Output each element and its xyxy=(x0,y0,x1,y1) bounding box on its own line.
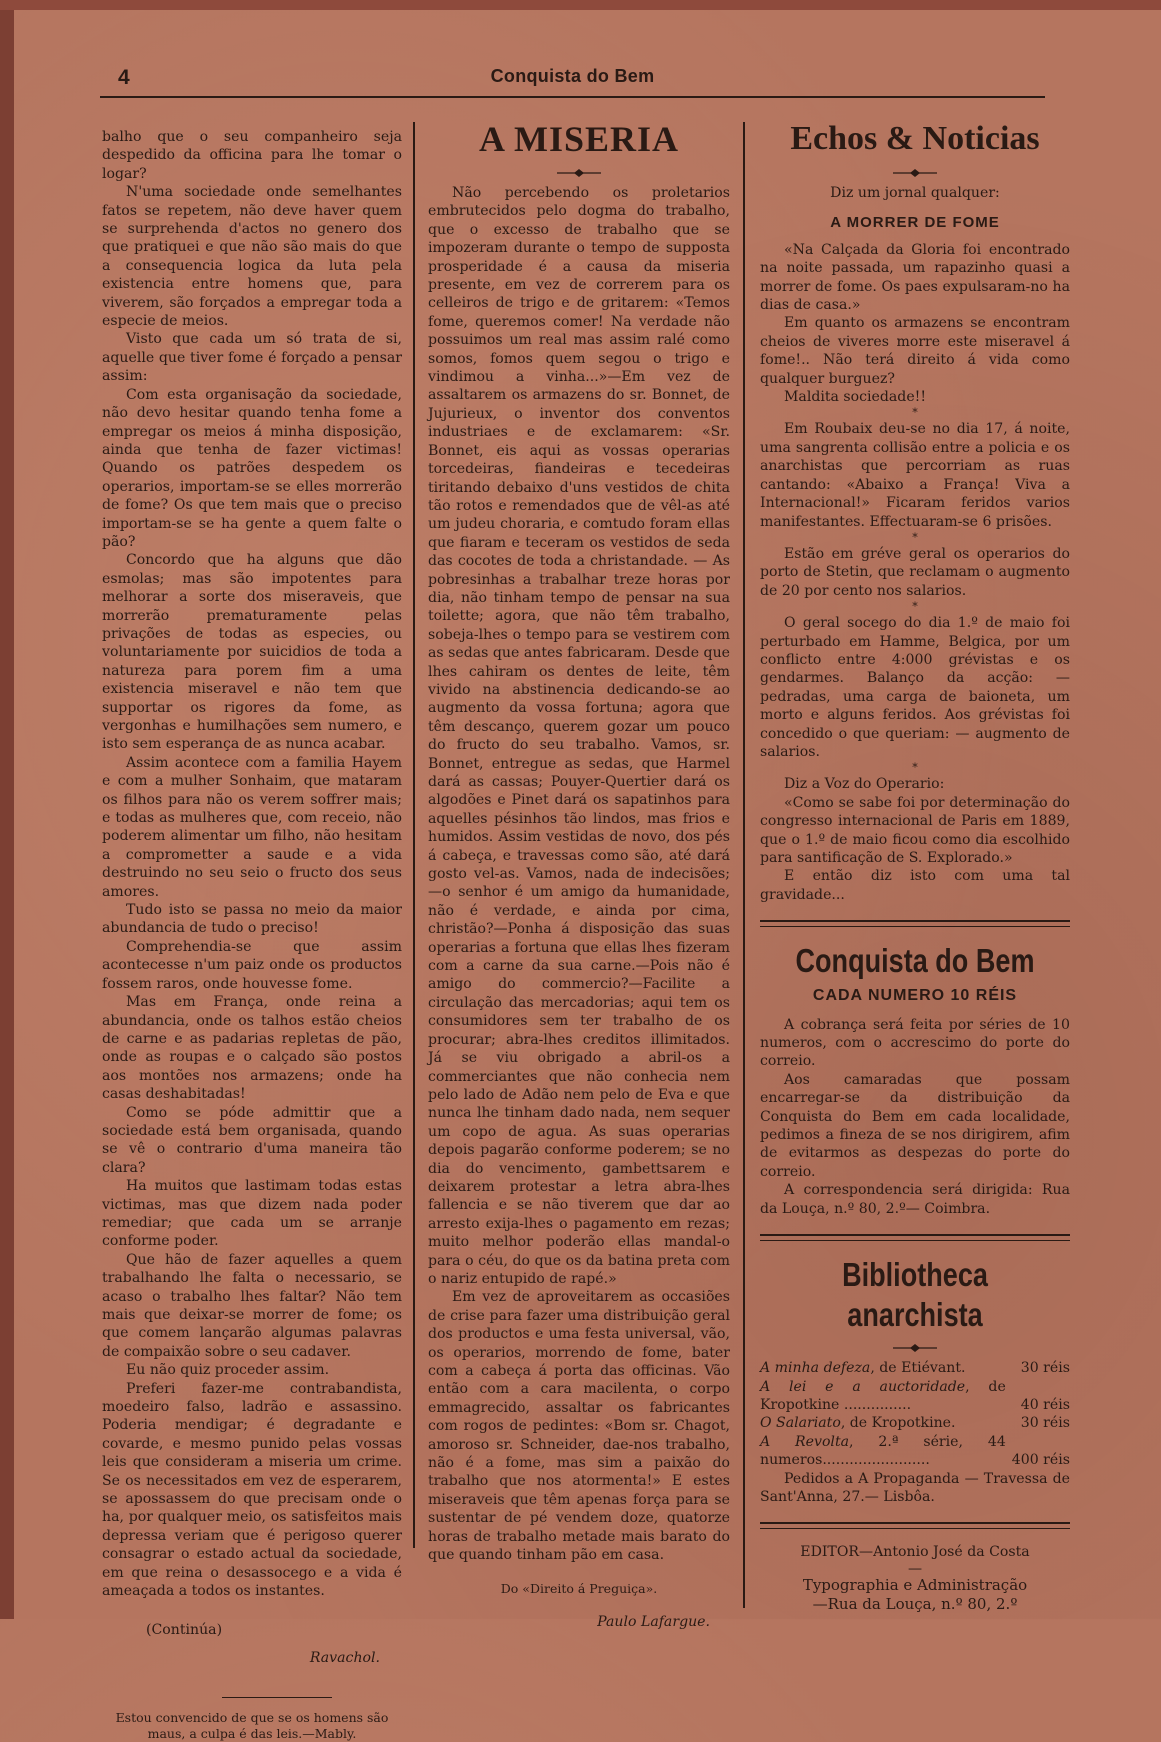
orders-note: Pedidos a A Propaganda — Travessa de Sant'Anna, 27.— Lisbôa. xyxy=(760,1470,1070,1505)
paragraph: Assim acontece com a familia Hayem e com a mulher Sonhaim, que mataram os filhos para não os verem soffrer mais; e todas as mulheres que, com receio, não poderem alimentar um filho, não hesitam a comprometter a saude e a vida destruindo no seu seio o fructo dos seus amores. xyxy=(102,754,402,900)
paragraph: Concordo que ha alguns que dão esmolas; mas são impotentes para melhorar a sorte dos miseraveis, que morrerão prematuramente pelas privações de todas as especies, ou voluntariamente por suicidios de toda a natureza para porem fim a uma existencia miseravel e não tem que supportar os rigores da fome, as vergonhas e humilhações sem numero, e isto sem esperança de as nunca acabar. xyxy=(102,552,402,753)
book-author: , de Etiévant. xyxy=(870,1360,966,1377)
news-item: Em Roubaix deu-se no dia 17, á noite, uma sangrenta collisão entre a policia e os anarchistas que percorriam as ruas cantando: «Abaixo a França! Viva a Internacional!» Ficaram feridos varios manifestantes. Effectuaram-se 6 prisões. xyxy=(760,421,1070,530)
paragraph: Como se póde admittir que a sociedade está bem organisada, quando se vê o contrario d'uma maneira tão clara? xyxy=(102,1104,402,1176)
ad-price: CADA NUMERO 10 RÉIS xyxy=(812,987,1018,1005)
paragraph: Em vez de aproveitarem as occasiões de crise para fazer uma distribuição geral dos productos e uma festa universal, vão, os operarios, morrendo de fome, bater com a cabeça á porta das officinas. Vão então com a cara macilenta, o corpo emmagrecido, assaltar os fabricantes com rogos de pedintes: «Bom sr. Chagot, amoroso sr. Schneider, dae-nos trabalho, não é a fome, mas sim a paixão do trabalho que nos atormenta!» E estes miseraveis que têm apenas força para se sustentar de pé vendem doze, quatorze horas de trabalho metade mais barato do que quando tinham pão em casa. xyxy=(428,1289,730,1564)
book-price: 400 réis xyxy=(1011,1452,1070,1469)
ad-paragraph: A correspondencia será dirigida: Rua da Louça, n.º 80, 2.º— Coimbra. xyxy=(760,1182,1070,1217)
book-price: 30 réis xyxy=(1020,1360,1070,1377)
ad-paragraph: A cobrança será feita por séries de 10 numeros, com o accrescimo do porte do correio. xyxy=(760,1016,1070,1070)
intro-line: Diz um jornal qualquer: xyxy=(830,185,1000,201)
article-title-miseria: A MISERIA xyxy=(478,119,680,159)
news-item: «Como se sabe foi por determinação do congresso internacional de Paris em 1889, que o 1.º de maio ficou como dia escolhido para santificação de S. Explorado.» xyxy=(760,794,1070,866)
paragraph: balho que o seu companheiro seja despedido da officina para lhe tomar o logar? xyxy=(102,129,402,182)
page-header xyxy=(100,62,1045,96)
quote-mably: Estou convencido de que se os homens são maus, a culpa é das leis.—Mably. xyxy=(115,1710,389,1742)
section-rule xyxy=(760,926,1070,927)
paragraph: Que hão de fazer aquelles a quem trabalhando lhe falta o necessario, se acaso o trabalho lhes faltar? Não tem mais que deixar-se morrer de fome; os que comem lançarão algumas palavras de compaixão sobre o seu cadaver. xyxy=(102,1251,402,1360)
header-rule xyxy=(100,96,1045,98)
column-rule-right xyxy=(743,122,745,1608)
signature-ravachol: Ravachol. xyxy=(309,1649,380,1666)
editor-line: EDITOR—Antonio José da Costa xyxy=(800,1544,1030,1561)
paragraph: Com esta organisação da sociedade, não devo hesitar quando tenha fome a empregar os meios á minha disposição, ainda que tenha de fazer victimas! Quando os patrões despedem os operarios, importam-se se elles morrerão de fome? Os que tem mais que o preciso importam-se se ha gente a quem falte o pão? xyxy=(102,386,402,550)
book-row xyxy=(760,1359,1070,1377)
paragraph: Mas em França, onde reina a abundancia, onde os talhos estão cheios de carne e as padarias repletas de pão, onde as roupas e o calçado são postos aos montões nos armazens; onde ha casas deshabitadas! xyxy=(102,994,402,1103)
book-price: 30 réis xyxy=(1020,1415,1070,1432)
news-item: Estão em gréve geral os operarios do porto de Stetin, que reclamam o augmento de 20 por cento nos salarios. xyxy=(760,545,1070,599)
signature-lafargue: Paulo Lafargue. xyxy=(597,1613,710,1630)
book-author: , de Kropotkine ............... xyxy=(760,1378,1006,1413)
page-edge-left xyxy=(0,0,14,1619)
column-rule-left xyxy=(413,122,415,1548)
column-miseria xyxy=(428,118,730,1631)
ornament-icon xyxy=(557,168,601,178)
divider xyxy=(222,1697,332,1698)
book-price: 40 réis xyxy=(1020,1396,1070,1413)
book-title: A lei e a auctoridade xyxy=(760,1378,966,1395)
paragraph: Comprehendia-se que assim acontecesse n'um paiz onde os productos fossem raros, onde houvesse fome. xyxy=(102,938,402,992)
dash-separator: — xyxy=(907,1560,923,1577)
column-echos xyxy=(760,118,1070,1614)
section-rule xyxy=(760,920,1070,922)
book-author: , de Kropotkine. xyxy=(840,1415,956,1432)
subheading-fome: A MORRER DE FOME xyxy=(830,214,1000,232)
typography-line: Typographia e Administração xyxy=(802,1575,1028,1594)
ornament-icon xyxy=(893,1343,937,1353)
section-rule xyxy=(760,1234,1070,1236)
book-author: , 2.ª série, 44 numeros........................ xyxy=(760,1433,1006,1469)
news-item: Diz a Voz do Operario: xyxy=(784,776,945,793)
section-title-echos: Echos & Noticias xyxy=(790,120,1040,157)
book-title: A Revolta xyxy=(760,1433,850,1450)
page-number: 4 xyxy=(118,66,130,89)
paragraph: Não percebendo os proletarios embrutecidos pelo dogma do trabalho, que o excesso de trabalho que se impozeram durante o tempo de supposta prosperidade é a causa da miseria presente, em vez de correrem para os celleiros de trigo e de gritarem: «Temos fome, queremos comer! Na verdade não possuimos um real mas assim ralé como somos, fomos quem segou o trigo e vindimou a vinha...»—Em vez de assaltarem os armazens do sr. Bonnet, de Jujurieux, o inventor dos conventos industriaes e de exclamarem: «Sr. Bonnet, eis aqui as vossas operarias torcedeiras, fiandeiras e tecedeiras tiritando debaixo d'uns vestidos de chita tão rotos e remendados que de vêl-as até um judeu choraria, e comtudo foram ellas que fiaram e teceram os vestidos de seda das cocotes de toda a christandade. — As pobresinhas a trabalhar treze horas por dia, não tinham tempo de pensar na sua toilette; agora, que não têm trabalho, sobeja-lhes o tempo para se vestirem com as sedas que antes fabricaram. Desde que lhes cahiram os dentes de leite, têm vivido na abstinencia dedicando-se ao augmento da vossa fortuna; agora que têm descanço, querem gozar um pouco do fructo do seu trabalho. Vamos, sr. Bonnet, entregue as sedas, que Harmel dará as cassas; Pouyer-Quertier dará os algodões e Pinet dará os sapatinhos para aquelles pésinhos tão lindos, mas frios e humidos. Assim vestidas de novo, dos pés á cabeça, e travessas como são, até dará gosto vel-as. Vamos, nada de indecisões;—o senhor é um amigo da humanidade, não é verdade, e ainda por cima, christão?—Ponha á disposição das suas operarias a fortuna que ellas lhes fizeram com a carne da sua carne.—Pois não é amigo do commercio?—Facilite a circulação das mercadorias; aqui tem os consumidores sem ter trabalho de os procurar; abra-lhes creditos illimitados. Já se viu obrigado a abril-os a commerciantes que não conhecia nem pelo lado de Adão nem pelo de Eva e que nunca lhe tinham dado nada, nem sequer um copo de agua. As suas operarias depois pagarão conforme poderem; se no dia do vencimento, gambettsarem e deixarem protestar a letra abra-lhes fallencia e se não tiverem que dar ao arresto exija-lhes o pagamento em rezas; muito melhor poderão ellas mandal-o para o céu, do que os da batina preta com o nariz entupido de rapé.» xyxy=(428,185,730,1287)
section-rule xyxy=(760,1522,1070,1524)
masthead-title: Conquista do Bem xyxy=(490,66,655,86)
section-rule xyxy=(760,1528,1070,1529)
news-item: E então diz isto com uma tal gravidade... xyxy=(760,868,1070,903)
asterisk-separator: * xyxy=(912,761,918,775)
ad-title: Conquista do Bem xyxy=(795,942,1035,980)
paragraph: Visto que cada um só trata de si, aquelle que tiver fome é forçado a pensar assim: xyxy=(102,331,402,385)
ad-paragraph: Aos camaradas que possam encarregar-se da distribuição da Conquista do Bem em cada localidade, pedimos a fineza de se nos dirigirem, afim de evitarmos as despezas do porte do correio. xyxy=(760,1071,1070,1180)
paragraph: Tudo isto se passa no meio da maior abundancia de tudo o preciso! xyxy=(102,902,402,937)
book-row xyxy=(760,1433,1070,1470)
book-title: O Salariato xyxy=(760,1415,841,1432)
address-line: —Rua da Louça, n.º 80, 2.º xyxy=(812,1594,1018,1613)
book-title: A minha defeza xyxy=(760,1360,871,1377)
news-item: O geral socego do dia 1.º de maio foi perturbado em Hamme, Belgica, por um conflicto entre 4:000 grévistas e os gendarmes. Balanço da acção: — pedradas, uma carga de baioneta, um morto e alguns feridos. Aos grévistas foi concedido o que queriam: — augmento de salarios. xyxy=(760,615,1070,760)
asterisk-separator: * xyxy=(912,530,918,544)
page-edge-top xyxy=(0,0,1161,10)
news-item: Maldita sociedade!! xyxy=(784,389,926,406)
continua-note: (Continúa) xyxy=(146,1621,223,1638)
column-ravachol xyxy=(102,128,402,1742)
source-note: Do «Direito á Preguiça». xyxy=(500,1581,658,1597)
section-rule xyxy=(760,1240,1070,1241)
book-row xyxy=(760,1414,1070,1432)
news-item: Em quanto os armazens se encontram cheios de viveres morre este miseravel á fome!.. Não terá direito á vida como qualquer burguez? xyxy=(760,315,1070,387)
paragraph: Eu não quiz proceder assim. xyxy=(126,1362,330,1379)
book-row xyxy=(760,1378,1070,1415)
news-item: «Na Calçada da Gloria foi encontrado na noite passada, um rapazinho quasi a morrer de fome. Os paes expulsaram-no ha dias de casa.» xyxy=(760,241,1070,314)
asterisk-separator: * xyxy=(912,600,918,614)
library-title: Bibliotheca anarchista xyxy=(842,1256,988,1334)
paragraph: Preferi fazer-me contrabandista, moedeiro falso, ladrão e assassino. Poderia mendigar; é degradante e covarde, e mesmo punido pelas vossas leis que consideram a miseria um crime. Se os necessitados em vez de esperarem, se apossassem do que precisam onde o ha, por qualquer meio, os satisfeitos mais depressa veriam que é perigoso querer consagrar o estado actual da sociedade, em que reina o desassocego e a vida é ameaçada a todos os instantes. xyxy=(102,1380,402,1600)
paragraph: N'uma sociedade onde semelhantes fatos se repetem, não deve haver quem se surprehenda d'actos no genero dos que pratiquei e que não são mais do que a consequencia logica da luta pela existencia entre homens que, para viverem, são forçados a empregar toda a especie de meios. xyxy=(102,184,402,330)
book-list xyxy=(760,1359,1070,1469)
paragraph: Ha muitos que lastimam todas estas victimas, mas que dizem nada poder remediar; que cada um se arranje conforme poder. xyxy=(102,1178,402,1250)
asterisk-separator: * xyxy=(912,406,918,420)
ornament-icon xyxy=(893,168,937,178)
